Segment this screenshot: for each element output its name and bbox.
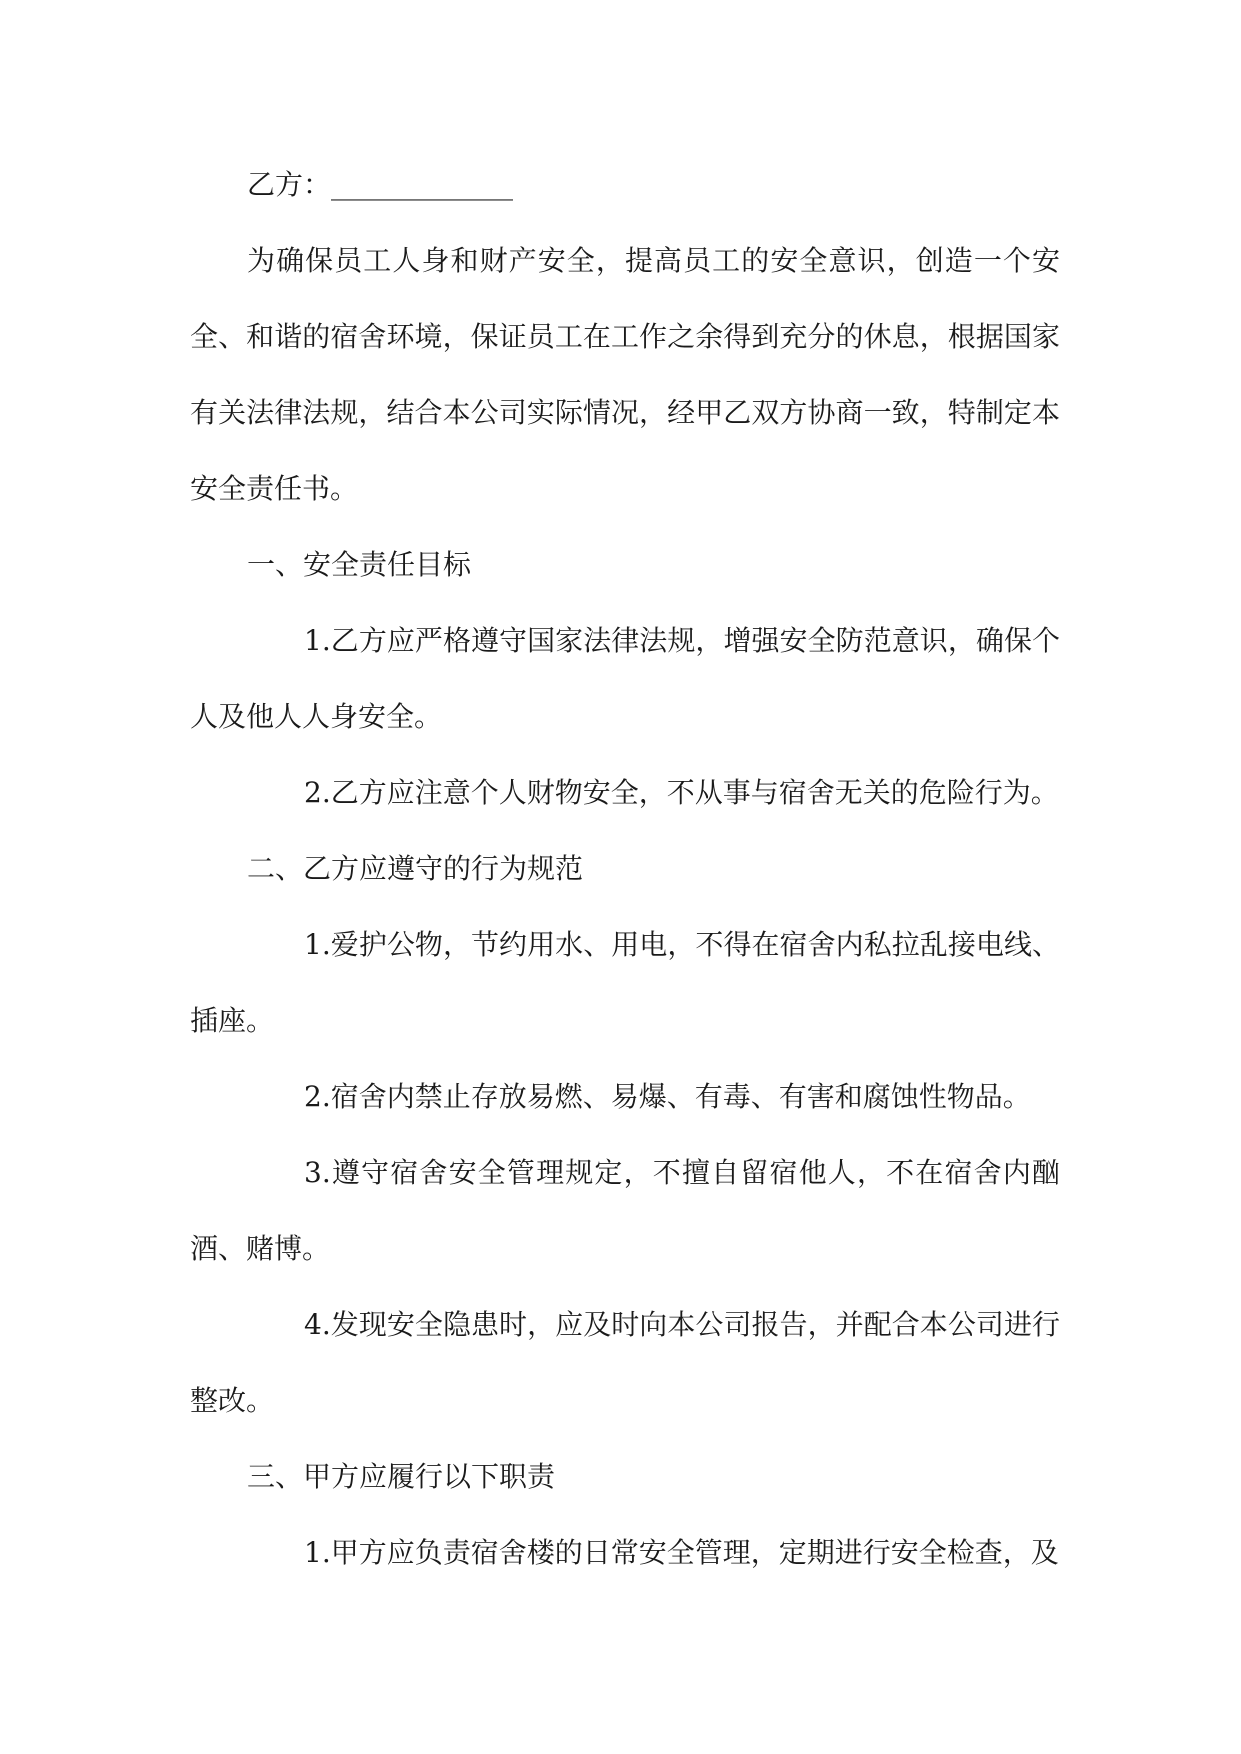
section-2-item-2 — [190, 1059, 1060, 1135]
section-3-item-1 — [190, 1515, 1060, 1591]
section-3-heading: 三、甲方应履行以下职责 — [247, 1460, 556, 1493]
section-1-heading: 一、安全责任目标 — [247, 548, 472, 581]
item-number: 2. — [304, 1080, 331, 1113]
section-2-item-1 — [190, 907, 1060, 1059]
item-text: 乙方应注意个人财物安全，不从事与宿舍无关的危险行为。 — [330, 776, 1059, 809]
item-number: 1. — [304, 624, 331, 657]
item-text: 甲方应负责宿舍楼的日常安全管理，定期进行安全检查，及 — [330, 1536, 1059, 1569]
document-body — [190, 147, 1060, 1591]
item-text: 发现安全隐患时，应及时向本公司报告，并配合本公司进行整改。 — [190, 1308, 1060, 1417]
item-number: 1. — [304, 928, 331, 961]
section-2-item-3 — [190, 1135, 1060, 1287]
section-2-heading: 二、乙方应遵守的行为规范 — [247, 852, 584, 885]
item-text: 爱护公物，节约用水、用电，不得在宿舍内私拉乱接电线、插座。 — [190, 928, 1060, 1037]
item-number: 2. — [304, 776, 331, 809]
section-2-item-4 — [190, 1287, 1060, 1439]
item-number: 4. — [304, 1308, 331, 1341]
item-number: 1. — [304, 1536, 331, 1569]
section-1-item-1 — [190, 603, 1060, 755]
item-number: 3. — [304, 1156, 331, 1189]
item-text: 宿舍内禁止存放易燃、易爆、有毒、有害和腐蚀性物品。 — [330, 1080, 1031, 1113]
section-1-item-2 — [190, 755, 1060, 831]
item-text: 遵守宿舍安全管理规定，不擅自留宿他人，不在宿舍内酗酒、赌博。 — [190, 1156, 1060, 1265]
party-b-line: 乙方：_____________ — [247, 168, 514, 201]
item-text: 乙方应严格遵守国家法律法规，增强安全防范意识，确保个人及他人人身安全。 — [190, 624, 1060, 733]
intro-paragraph: 为确保员工人身和财产安全，提高员工的安全意识，创造一个安全、和谐的宿舍环境，保证员工在工作之余得到充分的休息，根据国家有关法律法规，结合本公司实际情况，经甲乙双方协商一致，特制定本安全责任书。 — [190, 244, 1060, 505]
